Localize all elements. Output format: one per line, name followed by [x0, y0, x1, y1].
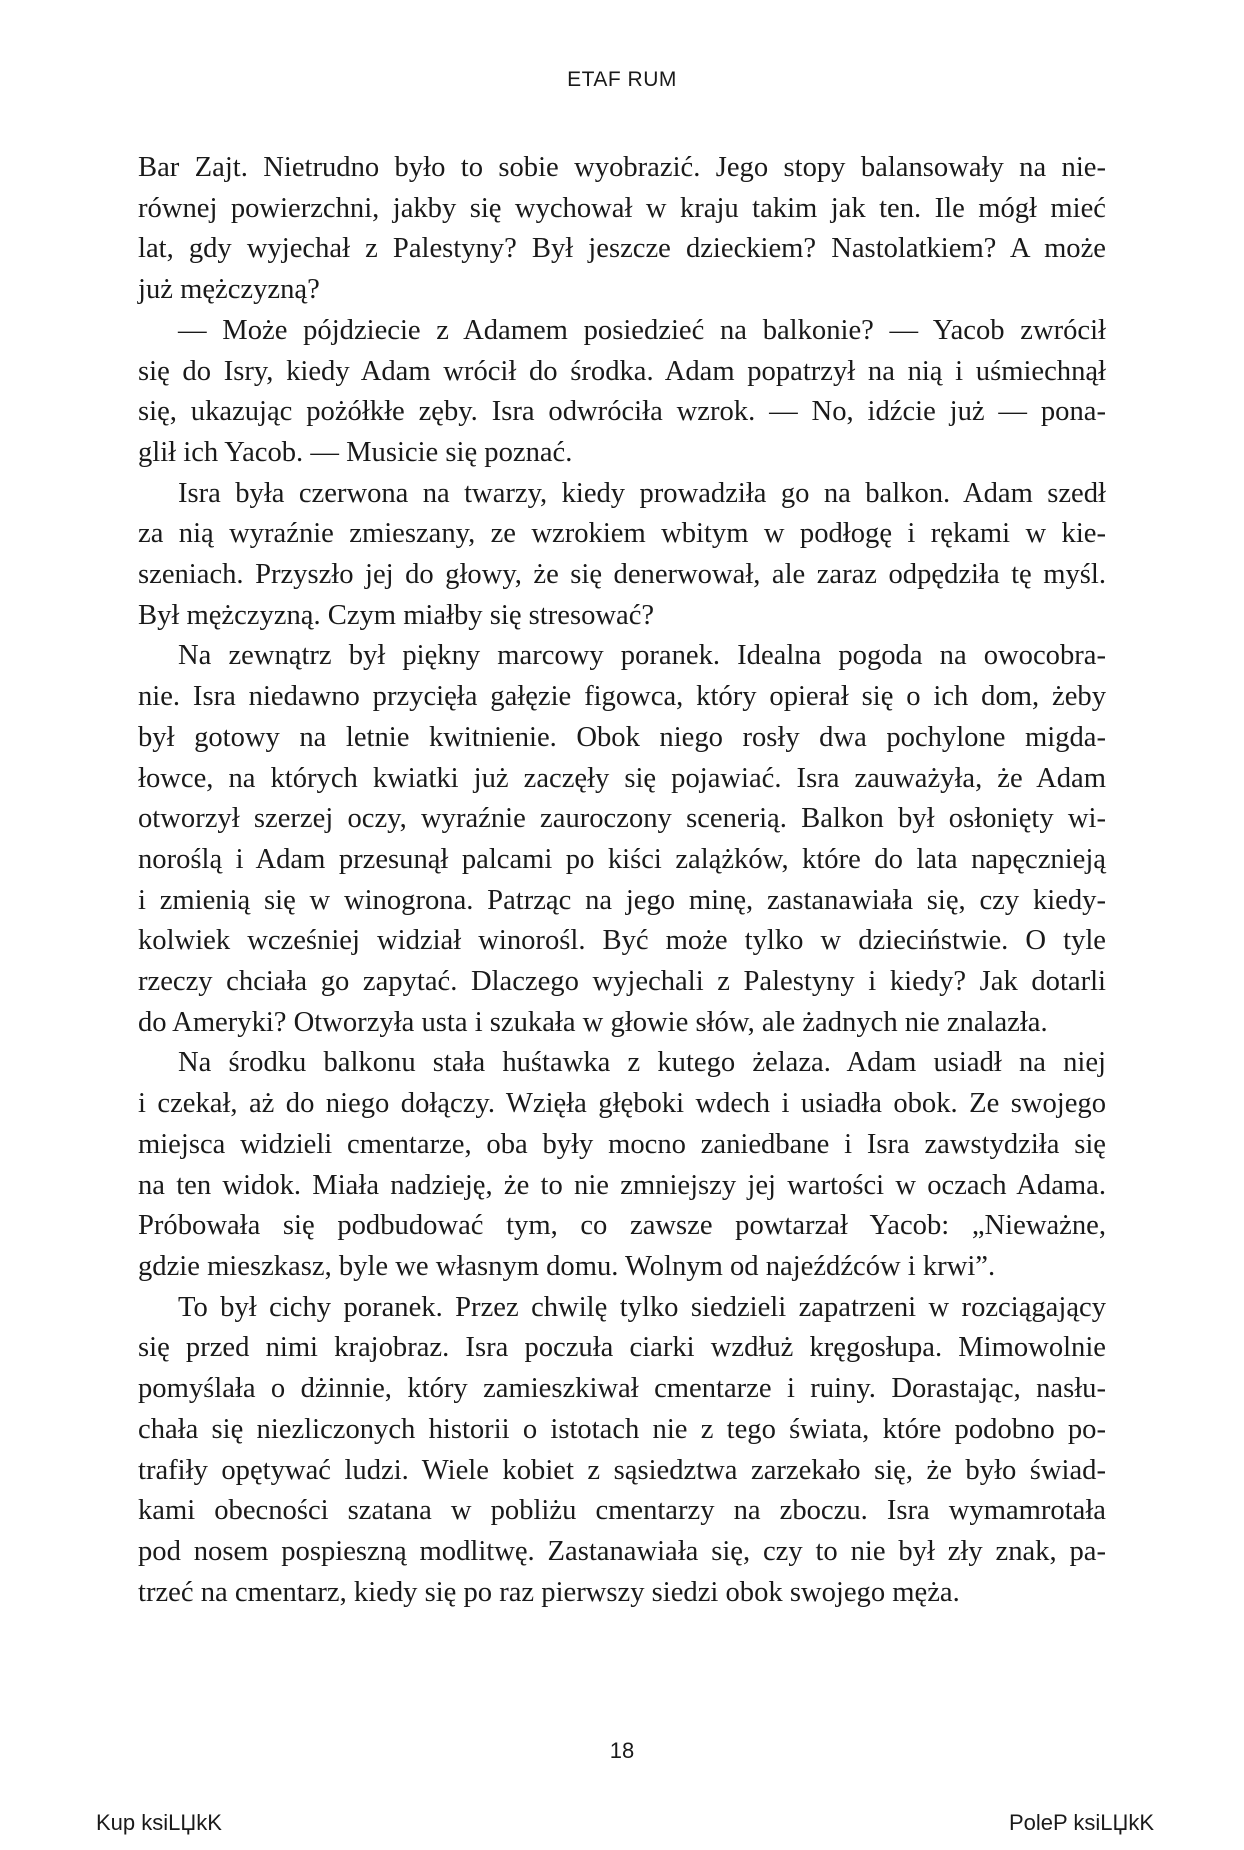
text-line: gdzie mieszkasz, byle we własnym domu. Wolnym od najeźdźców i krwi”. [138, 1250, 996, 1282]
text-line: otworzył szerzej oczy, wyraźnie zauroczony scenerią. Balkon był osłonięty wi- [138, 803, 1106, 835]
text-line: Na środku balkonu stała huśtawka z kutego żelaza. Adam usiadł na niej [178, 1047, 1106, 1079]
text-line: był gotowy na letnie kwitnienie. Obok niego rosły dwa pochylone migda- [138, 721, 1106, 753]
text-line: na ten widok. Miała nadzieję, że to nie zmniejszy jej wartości w oczach Adama. [138, 1169, 1106, 1201]
text-line: Isra była czerwona na twarzy, kiedy prowadziła go na balkon. Adam szedł [178, 477, 1106, 509]
text-line: szeniach. Przyszło jej do głowy, że się denerwował, ale zaraz odpędziła tę myśl. [138, 559, 1106, 591]
text-line: już mężczyzną? [138, 274, 320, 306]
paragraph [138, 474, 1106, 637]
text-line: Był mężczyzną. Czym miałby się stresować? [138, 599, 655, 631]
text-line: pod nosem pospieszną modlitwę. Zastanawiała się, czy to nie był zły znak, pa- [138, 1535, 1106, 1567]
body-text [138, 148, 1106, 1613]
text-line: Na zewnątrz był piękny marcowy poranek. Idealna pogoda na owocobra- [178, 640, 1106, 672]
text-line: się przed nimi krajobraz. Isra poczuła ciarki wzdłuż kręgosłupa. Mimowolnie [138, 1332, 1106, 1364]
text-line: Bar Zajt. Nietrudno było to sobie wyobrazić. Jego stopy balansowały na nie- [138, 152, 1106, 183]
paragraph [138, 1288, 1106, 1614]
footer-buy-book-link[interactable]: Kup ksiLЏkK [96, 1810, 222, 1835]
text-line: za nią wyraźnie zmieszany, ze wzrokiem wbitym w podłogę i rękami w kie- [138, 518, 1106, 550]
footer-recommend-book-link[interactable]: PoleP ksiLЏkK [1008, 1810, 1154, 1835]
paragraph [138, 1043, 1106, 1287]
text-line: i czekał, aż do niego dołączy. Wzięła głęboki wdech i usiadła obok. Ze swojego [138, 1088, 1106, 1120]
text-line: kolwiek wcześniej widział winorośl. Być może tylko w dzieciństwie. O tyle [138, 925, 1106, 957]
text-line: lat, gdy wyjechał z Palestyny? Był jeszcze dzieckiem? Nastolatkiem? A może [138, 233, 1106, 265]
text-line: się do Isry, kiedy Adam wrócił do środka. Adam popatrzył na nią i uśmiechnął [138, 355, 1106, 387]
text-line: pomyślała o dżinnie, który zamieszkiwał cmentarze i ruiny. Dorastając, nasłu- [138, 1373, 1106, 1405]
text-line: miejsca widzieli cmentarze, oba były mocno zaniedbane i Isra zawstydziła się [138, 1128, 1106, 1160]
text-line: — Może pójdziecie z Adamem posiedzieć na balkonie? — Yacob zwrócił [178, 314, 1106, 346]
text-line: trafiły opętywać ludzi. Wiele kobiet z sąsiedztwa zarzekało się, że było świad- [138, 1454, 1106, 1486]
text-line: trzeć na cmentarz, kiedy się po raz pierwszy siedzi obok swojego męża. [138, 1576, 960, 1608]
text-line: rzeczy chciała go zapytać. Dlaczego wyjechali z Palestyny i kiedy? Jak dotarli [138, 966, 1106, 998]
text-line: się, ukazując pożółkłe zęby. Isra odwróciła wzrok. — No, idźcie już — pona- [138, 396, 1106, 428]
text-line: Próbowała się podbudować tym, co zawsze powtarzał Yacob: „Nieważne, [138, 1210, 1106, 1242]
paragraph [138, 636, 1106, 1043]
text-line: To był cichy poranek. Przez chwilę tylko siedzieli zapatrzeni w rozciągający [178, 1291, 1106, 1323]
text-line: glił ich Yacob. — Musicie się poznać. [138, 436, 573, 468]
text-line: łowce, na których kwiatki już zaczęły się pojawiać. Isra zauważyła, że Adam [138, 762, 1106, 794]
text-line: równej powierzchni, jakby się wychował w kraju takim jak ten. Ile mógł mieć [138, 192, 1106, 224]
text-line: kami obecności szatana w pobliżu cmentarzy na zboczu. Isra wymamrotała [138, 1495, 1106, 1527]
running-head: ETAF RUM [567, 68, 677, 91]
page-number: 18 [609, 1738, 635, 1763]
text-line: do Ameryki? Otworzyła usta i szukała w głowie słów, ale żadnych nie znalazła. [138, 1006, 1048, 1038]
text-line: nie. Isra niedawno przycięła gałęzie figowca, który opierał się o ich dom, żeby [138, 681, 1106, 713]
paragraph [138, 311, 1106, 474]
paragraph [138, 148, 1106, 311]
text-line: i zmienią się w winogrona. Patrząc na jego minę, zastanawiała się, czy kiedy- [138, 884, 1106, 916]
text-line: chała się niezliczonych historii o istotach nie z tego świata, które podobno po- [138, 1413, 1106, 1445]
text-line: noroślą i Adam przesunął palcami po kiści zalążków, które do lata napęcznieją [138, 843, 1106, 875]
